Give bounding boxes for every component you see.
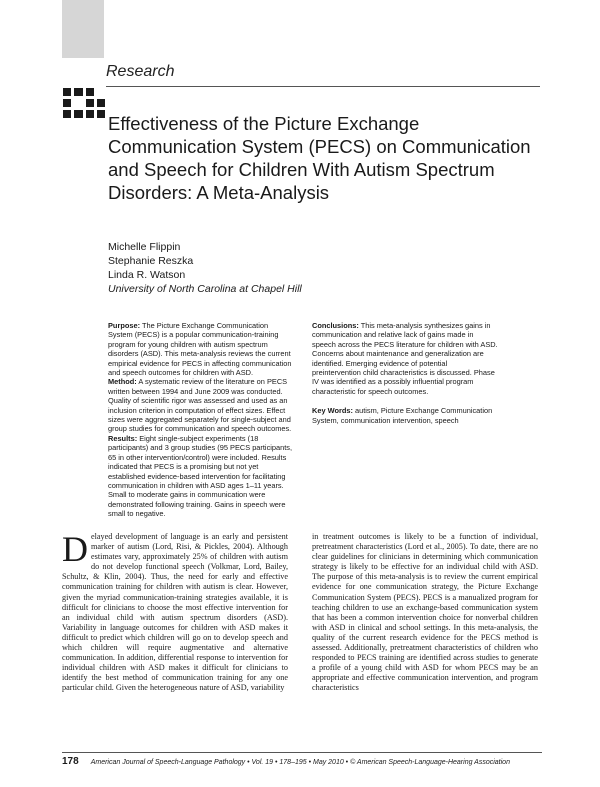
abstract-method: Method: A systematic review of the literature on PECS written between 1994 and June 2009 was conducted. Quality of scientific rigor was assessed and used as an inclusion criterion in computation of effect sizes. Effect sizes were aggregated separately for single-subject and group studies for communication and speech outcomes. xyxy=(108,377,292,434)
journal-citation: American Journal of Speech-Language Pathology • Vol. 19 • 178–195 • May 2010 • © American Speech-Language-Hearing Association xyxy=(90,759,510,766)
author-name: Linda R. Watson xyxy=(108,269,186,281)
author-block xyxy=(108,240,302,296)
abstract-results: Results: Eight single-subject experiments (18 participants) and 3 group studies (95 PECS participants, 65 in other intervention/control) were included. Results indicated that PECS is a promising but not yet established evidence-based intervention for facilitating communication in children with ASD ages 1–11 years. Small to moderate gains in communication were demonstrated following training. Gains in speech were small to negative. xyxy=(108,433,293,519)
drop-cap: D xyxy=(62,529,88,569)
page-number: 178 xyxy=(62,756,79,767)
body-text-left-column xyxy=(62,529,288,694)
body-paragraph: in treatment outcomes is likely to be a function of individual, pretreatment characteristics (Lord et al., 2005). To date, there are no clear guidelines for clinicians in determining which communication strategy is likely to be effective for an individual child with ASD. The purpose of this meta-analysis is to review the current empirical evidence for one communication strategy, the Picture Exchange Communication System (PECS). PECS is a manualized program for teaching children to use an exchange-based communication system that has been a common intervention choice for nonverbal children with ASD in clinical and school settings. In this meta-analysis, the quality of the current research evidence for the PECS method is assessed. Additionally, pretreatment characteristics of children who responded to PECS training are identified across studies to generate a profile of a young child with ASD for whom PECS may be an appropriate and effective communication intervention, and program characteristics xyxy=(312,532,538,693)
abstract-right-column xyxy=(312,321,498,425)
section-tab-decoration xyxy=(62,0,104,58)
section-divider xyxy=(106,86,540,87)
decorative-squares-icon xyxy=(63,88,105,121)
abstract-purpose: Purpose: The Picture Exchange Communication System (PECS) is a popular communication-training program for young children with autism spectrum disorders (ASD). This meta-analysis reviews the current empirical evidence for PECS in affecting communication and speech outcomes for children with ASD. xyxy=(108,321,292,378)
author-name: Michelle Flippin xyxy=(108,241,181,253)
author-affiliation: University of North Carolina at Chapel Hill xyxy=(108,283,302,295)
abstract-keywords: Key Words: autism, Picture Exchange Communication System, communication intervention, speech xyxy=(312,406,493,425)
author-name: Stephanie Reszka xyxy=(108,255,194,267)
abstract-conclusions: Conclusions: This meta-analysis synthesizes gains in communication and relative lack of gains made in speech across the PECS literature for children with ASD. Concerns about maintenance and generalization are identified. Emerging evidence of potential preintervention child characteristics is discussed. Phase IV was identified as a possibly influential program characteristic for speech outcomes. xyxy=(312,321,498,396)
page-footer xyxy=(62,756,510,767)
article-title: Effectiveness of the Picture Exchange Communication System (PECS) on Communication and Speech for Children With Autism Spectrum Disorders: A Meta-Analysis xyxy=(108,113,531,203)
abstract-left-column xyxy=(108,321,294,519)
body-paragraph: elayed development of language is an early and persistent marker of autism (Lord, Risi, & Pickles, 2004). Although estimates vary, approximately 25% of children with autism do not develop functional speech (Volkmar, Lord, Bailey, Schultz, & Klin, 2004). Thus, the need for early and effective communication training for children with autism is clear. However, given the myriad communication-training strategies available, it is difficult for clinicians to choose the most effective intervention for an individual child with autism spectrum disorders (ASD). Variability in language outcomes for children with ASD makes it difficult to predict which children will go on to develop speech and which children will require augmentative and alternative communication. In addition, differential response to intervention for individual children with ASD makes it difficult for clinicians to identify the best method of communication training for any one particular child. Given the heterogeneous nature of ASD, variability xyxy=(62,532,288,693)
body-text-right-column xyxy=(312,532,538,694)
section-label: Research xyxy=(106,63,175,80)
footer-divider xyxy=(62,752,542,753)
